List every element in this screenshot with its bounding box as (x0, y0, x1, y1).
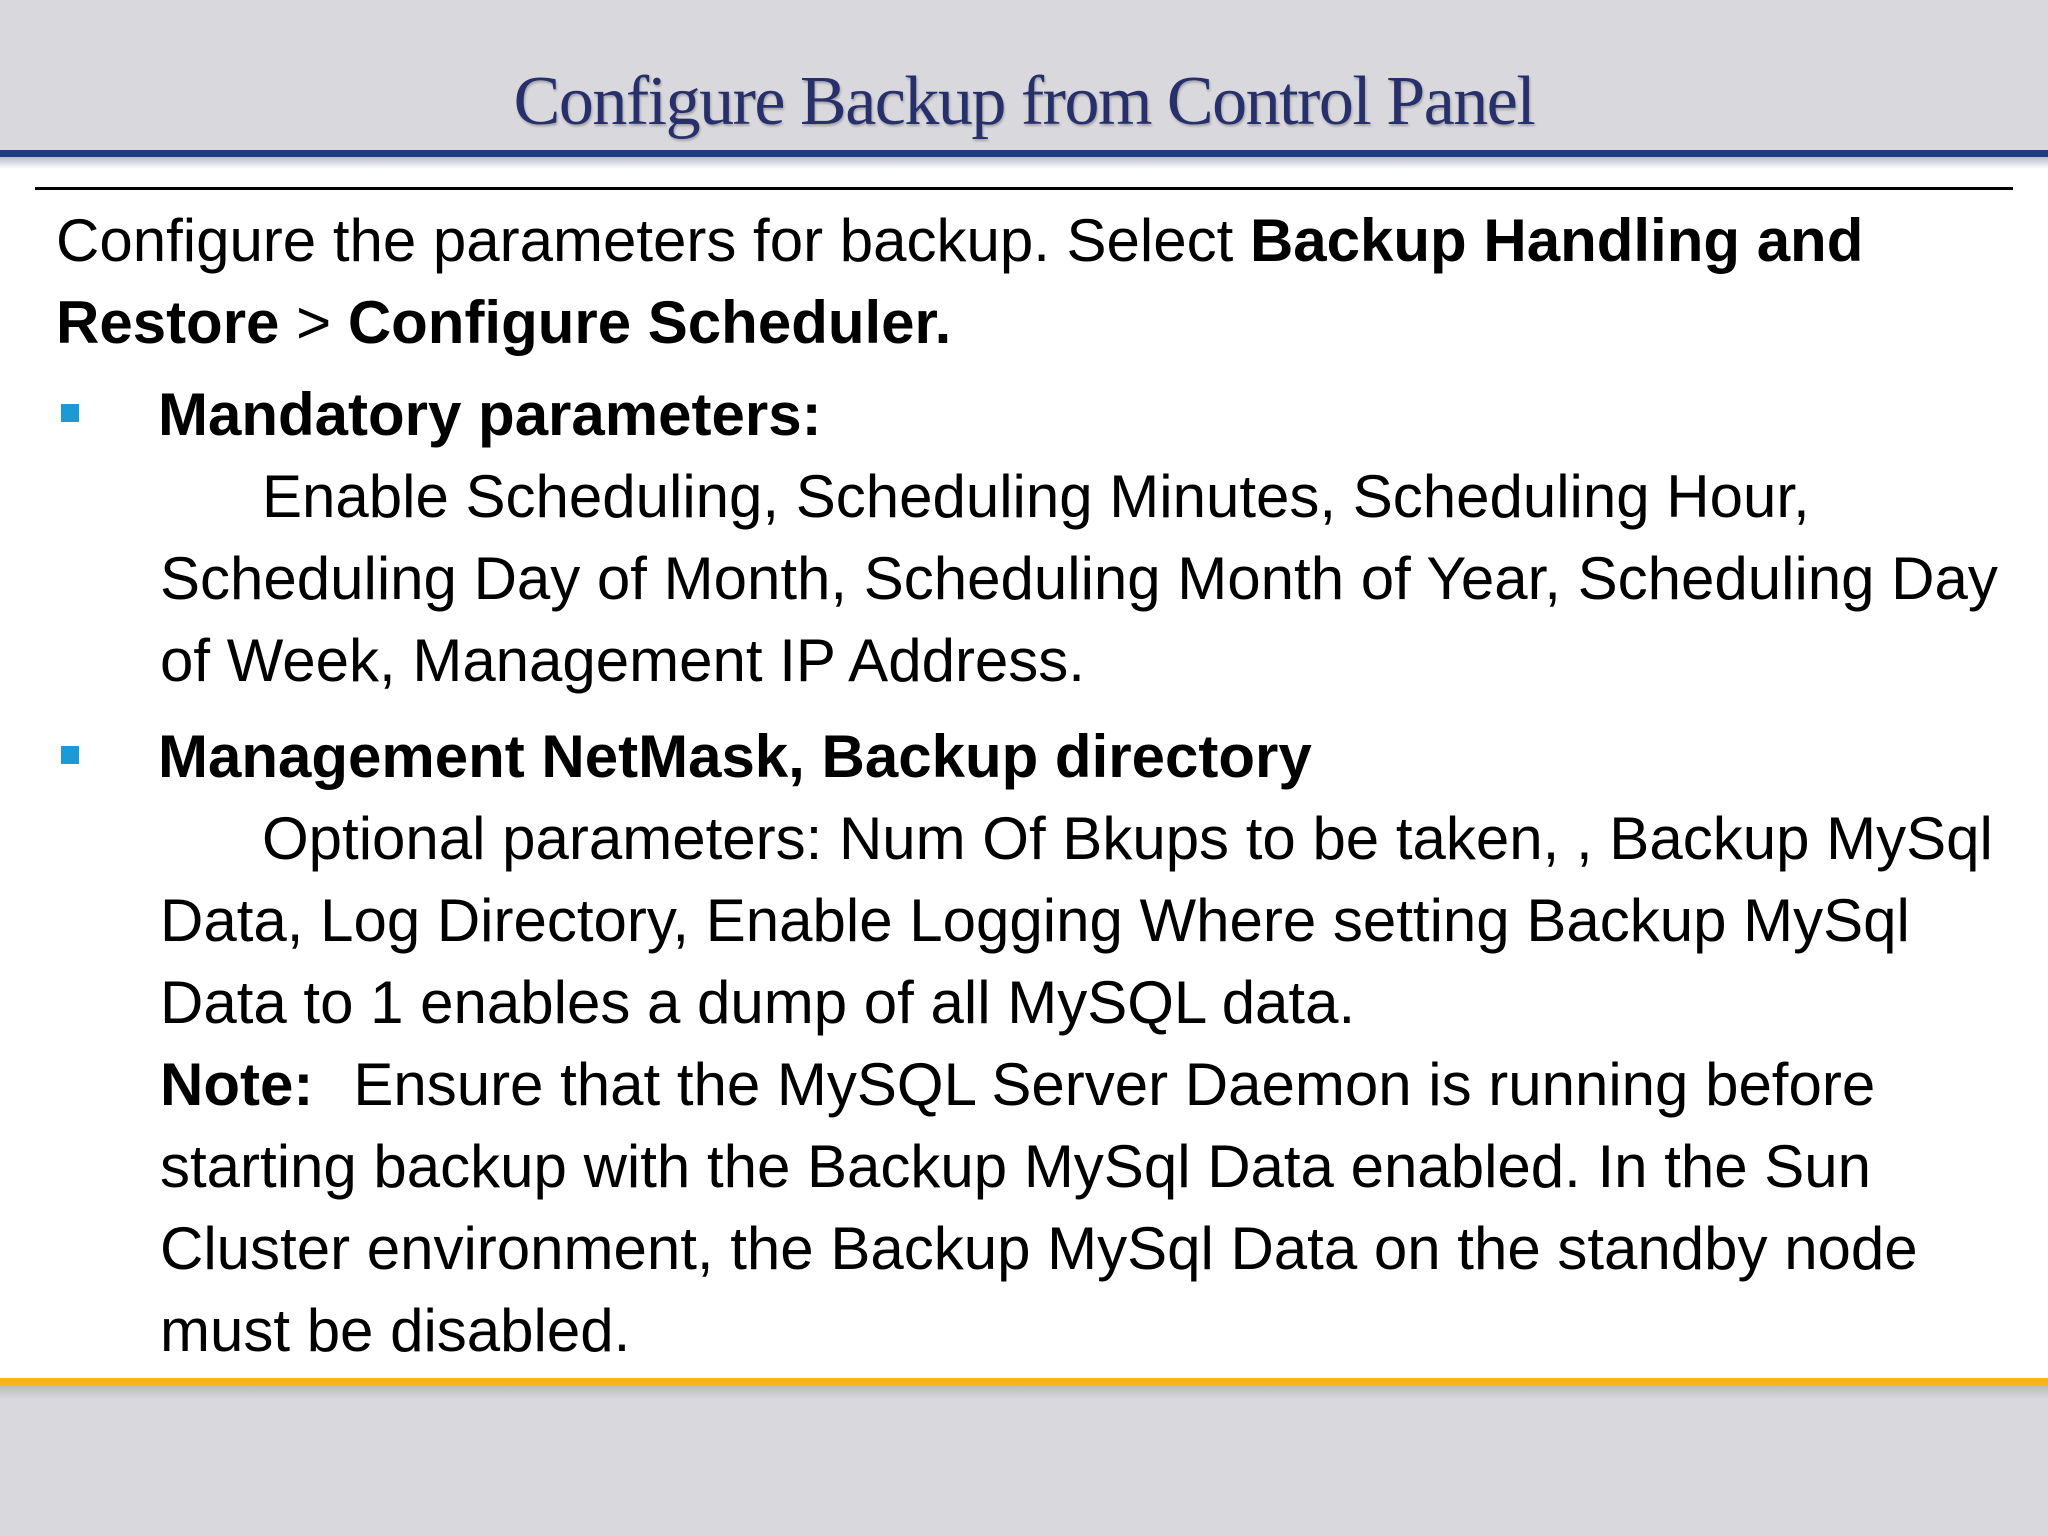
note-block (160, 1044, 2006, 1372)
slide-body (56, 200, 2006, 1386)
intro-text: Configure the parameters for backup. Select (56, 207, 1250, 274)
note-label: Note: (160, 1051, 314, 1118)
intro-paragraph (56, 200, 2006, 364)
title-divider (0, 150, 2048, 157)
bullet-heading: Management NetMask, Backup directory (158, 723, 1312, 790)
bullet-description: Optional parameters: Num Of Bkups to be taken, , Backup MySql Data, Log Directory, Enable Logging Where setting Backup MySql Data to 1 enables a dump of all MySQL data. (160, 805, 1993, 1036)
bullet-item-mandatory (56, 374, 2006, 702)
menu-path-backup-handling: Backup Handling and Restore (56, 207, 1864, 356)
square-bullet-icon (61, 404, 79, 422)
slide-title: Configure Backup from Control Panel (513, 63, 1535, 140)
note-text: Ensure that the MySQL Server Daemon is running before starting backup with the Backup MySql Data enabled. In the Sun Cluster environment, the Backup MySql Data on the standby node must be disabled. (160, 1051, 1918, 1364)
footer-band (0, 1385, 2048, 1536)
footer-divider (0, 1378, 2048, 1385)
menu-path-separator: > (279, 289, 348, 356)
title-divider-shadow (0, 157, 2048, 169)
content-divider (35, 187, 2013, 190)
bullet-list (56, 374, 2006, 1372)
bullet-item-optional (56, 716, 2006, 1372)
bullet-heading: Mandatory parameters: (158, 381, 822, 448)
square-bullet-icon (61, 746, 79, 764)
bullet-description: Enable Scheduling, Scheduling Minutes, Scheduling Hour, Scheduling Day of Month, Scheduling Month of Year, Scheduling Day of Week, Management IP Address. (160, 463, 1998, 694)
menu-path-configure-scheduler: Configure Scheduler. (347, 289, 952, 356)
